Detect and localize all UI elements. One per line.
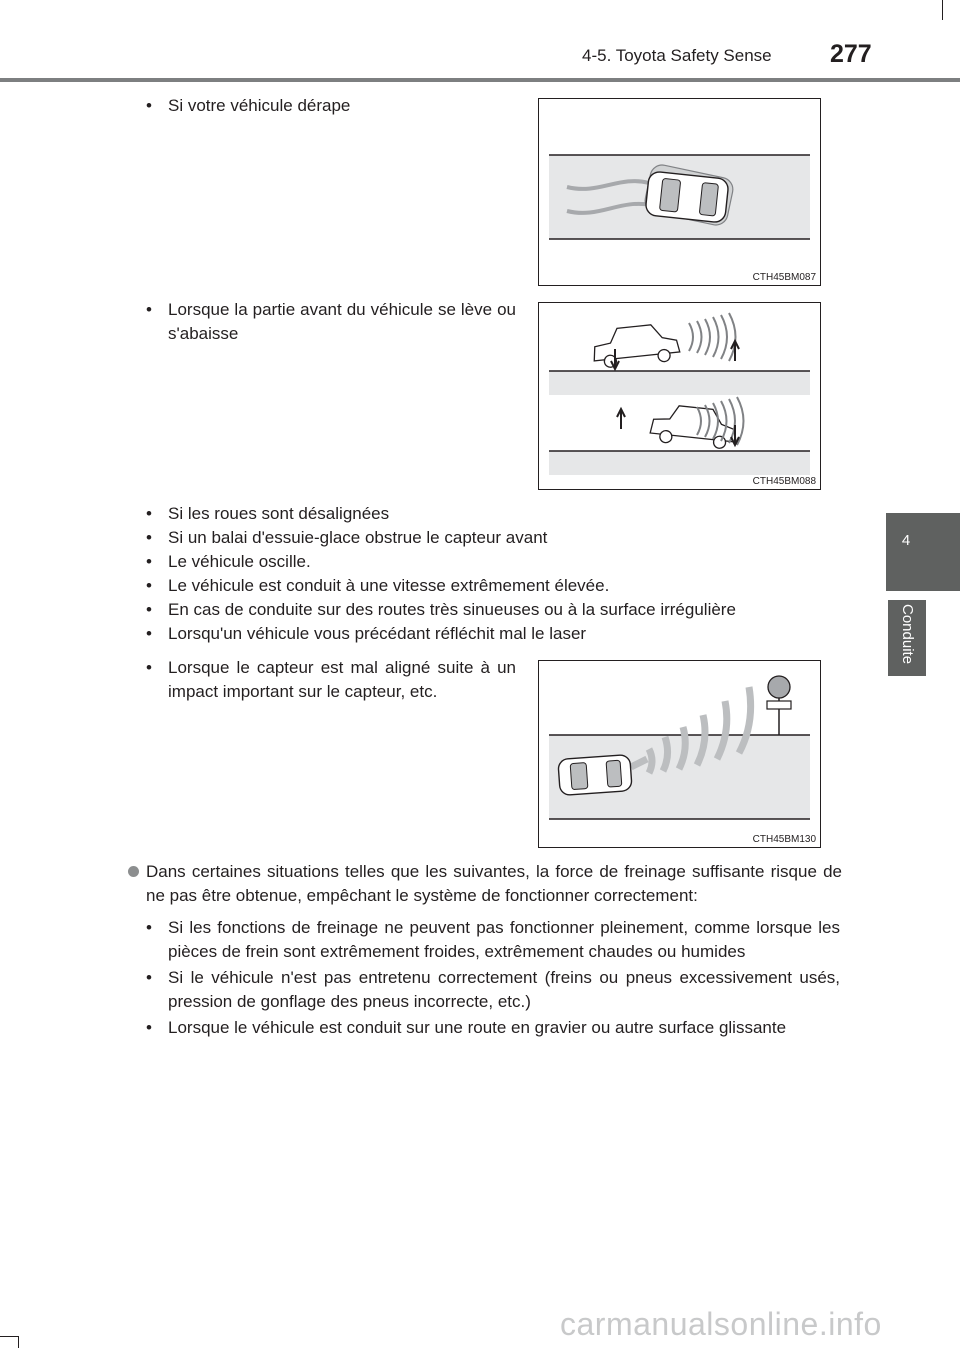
bullet-dot: • (146, 1018, 152, 1037)
chapter-number: 4 (901, 532, 911, 549)
bullet-dot: • (146, 96, 152, 115)
car-top-view (645, 171, 729, 223)
chapter-label: Conduite (899, 604, 916, 665)
chapter-tab (886, 513, 960, 591)
pitch-illustration (539, 303, 820, 489)
list-item (146, 94, 516, 118)
bullet-text: Le véhicule oscille. (168, 552, 311, 571)
note-list (146, 916, 840, 1040)
bullet-dot: • (146, 504, 152, 523)
list-item (146, 526, 846, 550)
bullet-dot: • (146, 576, 152, 595)
bullet-dot: • (146, 918, 152, 937)
bullet-dot: • (146, 624, 152, 643)
list-item (146, 502, 846, 526)
crop-mark (942, 0, 943, 20)
road-surface (549, 451, 810, 475)
circle-bullet-icon (128, 866, 139, 877)
figure-code: CTH45BM088 (752, 476, 816, 487)
crop-mark (18, 1336, 19, 1348)
figure-misaligned-sensor (538, 660, 821, 848)
crop-mark (0, 1336, 18, 1337)
sensor-misalign-illustration (539, 661, 820, 847)
bullet-text: Si les fonctions de freinage ne peuvent pas fonctionner pleinement, comme lorsque les pièces de frein sont extrêmement froides, extrêmement chaudes ou humides (168, 918, 840, 961)
list-item (146, 656, 516, 704)
bullet-dot: • (146, 968, 152, 987)
section-title: 4-5. Toyota Safety Sense (582, 46, 772, 65)
bullet-dot: • (146, 300, 152, 319)
header-rule (0, 78, 960, 82)
bullet-text: Si le véhicule n'est pas entretenu correctement (freins ou pneus excessivement usés, pression de gonflage des pneus incorrecte, etc.) (168, 968, 840, 1011)
arrow-up-icon (731, 341, 739, 361)
watermark: carmanualsonline.info (560, 1306, 882, 1342)
road-surface (549, 371, 810, 395)
bullet-list (146, 502, 846, 646)
sensor-wave (689, 313, 736, 361)
note-paragraph: Dans certaines situations telles que les suivantes, la force de freinage suffisante risque de ne pas être obtenue, empêchant le système de fonctionner correctement: (146, 862, 842, 905)
bullet-dot: • (146, 600, 152, 619)
page-number: 277 (830, 40, 872, 68)
car-top-view (558, 755, 632, 796)
list-item (146, 298, 516, 346)
list-item (146, 916, 840, 964)
bullet-dot: • (146, 528, 152, 547)
figure-skid (538, 98, 821, 286)
bullet-text: En cas de conduite sur des routes très sinueuses ou à la surface irrégulière (168, 600, 736, 619)
road-sign-icon (768, 676, 790, 698)
bullet-text: Si votre véhicule dérape (168, 96, 351, 115)
bullet-text: Le véhicule est conduit à une vitesse extrêmement élevée. (168, 576, 610, 595)
figure-code: CTH45BM087 (752, 272, 816, 283)
list-item (146, 966, 840, 1014)
skid-illustration (539, 99, 820, 285)
list-item (146, 622, 846, 646)
bullet-text: Si un balai d'essuie-glace obstrue le capteur avant (168, 528, 548, 547)
bullet-text: Lorsque le véhicule est conduit sur une route en gravier ou autre surface glissante (168, 1018, 787, 1037)
sign-plate (767, 701, 791, 709)
list-item (146, 550, 846, 574)
bullet-text: Lorsque la partie avant du véhicule se lève ou s'abaisse (168, 300, 516, 343)
bullet-text: Lorsqu'un véhicule vous précédant réfléchit mal le laser (168, 624, 587, 643)
figure-pitch (538, 302, 821, 490)
figure-code: CTH45BM130 (752, 834, 816, 845)
list-item (146, 574, 846, 598)
list-item (146, 1016, 840, 1040)
bullet-dot: • (146, 658, 152, 677)
bullet-text: Si les roues sont désalignées (168, 504, 390, 523)
bullet-dot: • (146, 552, 152, 571)
arrow-up-icon (617, 409, 625, 429)
bullet-text: Lorsque le capteur est mal aligné suite à un impact important sur le capteur, etc. (168, 658, 516, 701)
list-item (146, 598, 846, 622)
car-side-view (591, 322, 681, 369)
